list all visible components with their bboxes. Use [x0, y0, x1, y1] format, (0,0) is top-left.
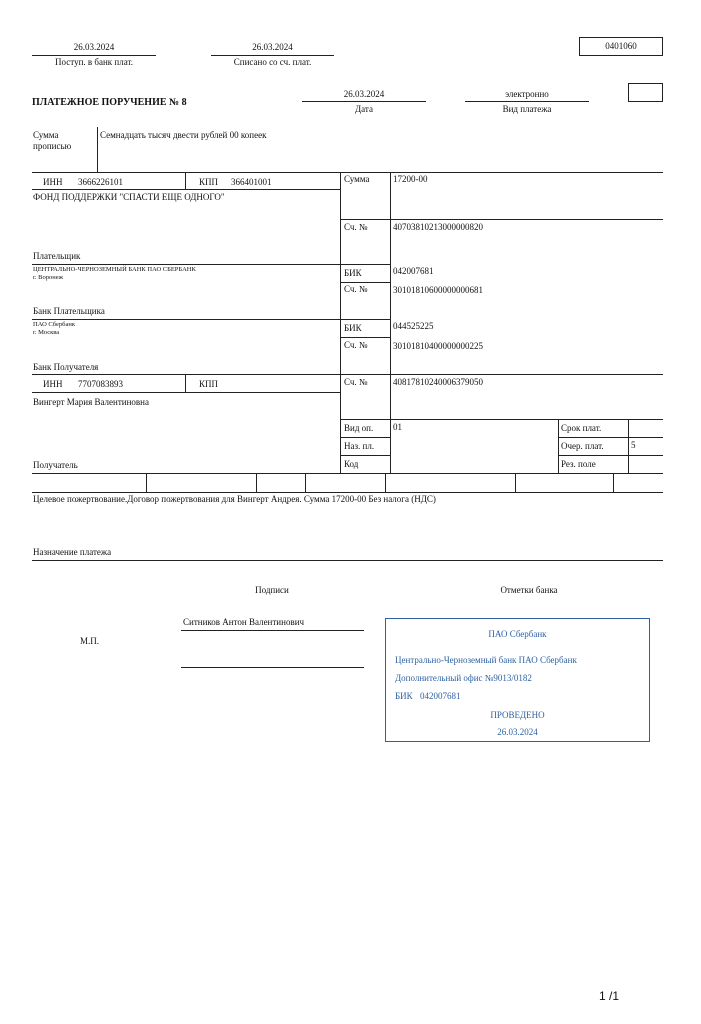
op-type-label: Вид оп. [344, 423, 374, 433]
grid-line [558, 455, 663, 456]
amount-label: Сумма [344, 174, 370, 184]
purpose-text: Целевое пожертвование.Договор пожертвования для Вингерт Андрея. Сумма 17200-00 Без налога (НДС) [33, 494, 436, 504]
signature-line-2 [181, 667, 364, 668]
grid-line [558, 437, 663, 438]
payment-type-line [465, 101, 589, 102]
grid-col-mid [390, 172, 391, 473]
grid-line [340, 337, 390, 338]
grid-line [32, 189, 340, 190]
grid-line [32, 392, 340, 393]
payee-bank-label: Банк Получателя [33, 362, 99, 372]
stamp-bik-label: БИК [395, 691, 413, 701]
priority-label: Очер. плат. [561, 441, 604, 451]
debited-date: 26.03.2024 [252, 42, 293, 52]
stamp-bank: ПАО Сбербанк [488, 629, 547, 639]
code-label: Код [344, 459, 359, 469]
purpose-code-label: Наз. пл. [344, 441, 375, 451]
payer-inn-label: ИНН [43, 177, 63, 187]
grid-line [32, 264, 390, 265]
received-date: 26.03.2024 [73, 42, 115, 52]
grid-col-left [340, 172, 341, 473]
stamp-branch: Центрально-Черноземный банк ПАО Сбербанк [395, 655, 577, 665]
payee-account: 40817810240006379050 [393, 377, 483, 387]
received-date-label: Поступ. в банк плат. [55, 57, 133, 67]
grid-line [32, 374, 663, 375]
payee-account-label: Сч. № [344, 377, 368, 387]
payer-bank-account-label: Сч. № [344, 284, 368, 294]
payee-label: Получатель [33, 460, 78, 470]
payer-bank-bik: 042007681 [393, 266, 434, 276]
payee-bank-bik: 044525225 [393, 321, 434, 331]
payer-bank-bik-label: БИК [344, 268, 362, 278]
tax-field-divider [385, 473, 386, 492]
grid-line [340, 419, 663, 420]
debited-date-label: Списано со сч. плат. [233, 57, 312, 67]
payee-bank-name: ПАО Сбербанк [33, 321, 75, 328]
order-title: ПЛАТЕЖНОЕ ПОРУЧЕНИЕ № 8 [32, 97, 187, 108]
grid-line [340, 437, 390, 438]
grid-line [340, 455, 390, 456]
tax-field-divider [515, 473, 516, 492]
form-code: 0401060 [605, 41, 637, 51]
signer-name: Ситников Антон Валентинович [183, 617, 305, 627]
received-date-line [32, 55, 156, 56]
stamp-status: ПРОВЕДЕНО [490, 710, 545, 720]
reserve-label: Рез. поле [561, 459, 596, 469]
stamp-office: Дополнительный офис №9013/0182 [395, 673, 532, 683]
grid-line [185, 172, 186, 189]
priority: 5 [631, 440, 636, 450]
grid-line [185, 374, 186, 392]
bank-marks-label: Отметки банка [500, 585, 558, 595]
amount-value: 17200-00 [393, 174, 428, 184]
signatures-label: Подписи [255, 585, 289, 595]
amount-words-label-1: Сумма [33, 130, 59, 140]
payee-bank-city: г. Москва [33, 329, 60, 336]
payer-bank-label: Банк Плательщика [33, 306, 105, 316]
payee-name: Вингерт Мария Валентиновна [33, 397, 149, 407]
payer-label: Плательщик [33, 251, 81, 261]
payee-inn-label: ИНН [43, 379, 63, 389]
tax-field-divider [256, 473, 257, 492]
grid-line [32, 473, 663, 474]
grid-line [340, 219, 663, 220]
page-number: 1 /1 [599, 989, 620, 1003]
tax-field-divider [305, 473, 306, 492]
payer-account: 40703810213000000820 [393, 222, 483, 232]
payer-account-label: Сч. № [344, 222, 368, 232]
purpose-line [32, 560, 663, 561]
order-date: 26.03.2024 [343, 89, 385, 99]
stamp-date: 26.03.2024 [497, 727, 538, 737]
order-date-line [302, 101, 426, 102]
grid-line [340, 282, 390, 283]
payee-inn: 7707083893 [78, 379, 123, 389]
grid-line [628, 419, 629, 473]
payee-kpp-label: КПП [199, 379, 219, 389]
payer-bank-account: 30101810600000000681 [393, 285, 483, 295]
payer-bank-name: ЦЕНТРАЛЬНО-ЧЕРНОЗЕМНЫЙ БАНК ПАО СБЕРБАНК [33, 266, 196, 273]
payer-name: ФОНД ПОДДЕРЖКИ "СПАСТИ ЕЩЕ ОДНОГО" [33, 192, 225, 202]
grid-line [32, 172, 663, 173]
payment-type-label: Вид платежа [502, 104, 552, 114]
tax-field-divider [613, 473, 614, 492]
op-type: 01 [393, 422, 402, 432]
payer-kpp-label: КПП [199, 177, 219, 187]
purpose-label: Назначение платежа [33, 547, 112, 557]
payee-bank-account-label: Сч. № [344, 340, 368, 350]
amount-words-divider [97, 127, 98, 172]
tax-field-divider [146, 473, 147, 492]
payment-type: электронно [505, 89, 549, 99]
payee-bank-bik-label: БИК [344, 323, 362, 333]
grid-line [32, 492, 663, 493]
payee-bank-account: 30101810400000000225 [393, 341, 483, 351]
stamp-place-label: М.П. [80, 636, 100, 646]
grid-line [32, 319, 390, 320]
grid-line [558, 419, 559, 473]
payer-inn: 3666226101 [78, 177, 123, 187]
order-date-label: Дата [355, 104, 373, 114]
payer-kpp: 366401001 [231, 177, 272, 187]
stamp-bik: 042007681 [420, 691, 461, 701]
signature-line-1 [181, 630, 364, 631]
amount-words-label-2: прописью [33, 141, 72, 151]
debited-date-line [211, 55, 334, 56]
payer-bank-city: г. Воронеж [33, 274, 64, 281]
amount-words-value: Семнадцать тысяч двести рублей 00 копеек [100, 130, 267, 140]
term-label: Срок плат. [561, 423, 602, 433]
status-code-box [628, 83, 663, 102]
